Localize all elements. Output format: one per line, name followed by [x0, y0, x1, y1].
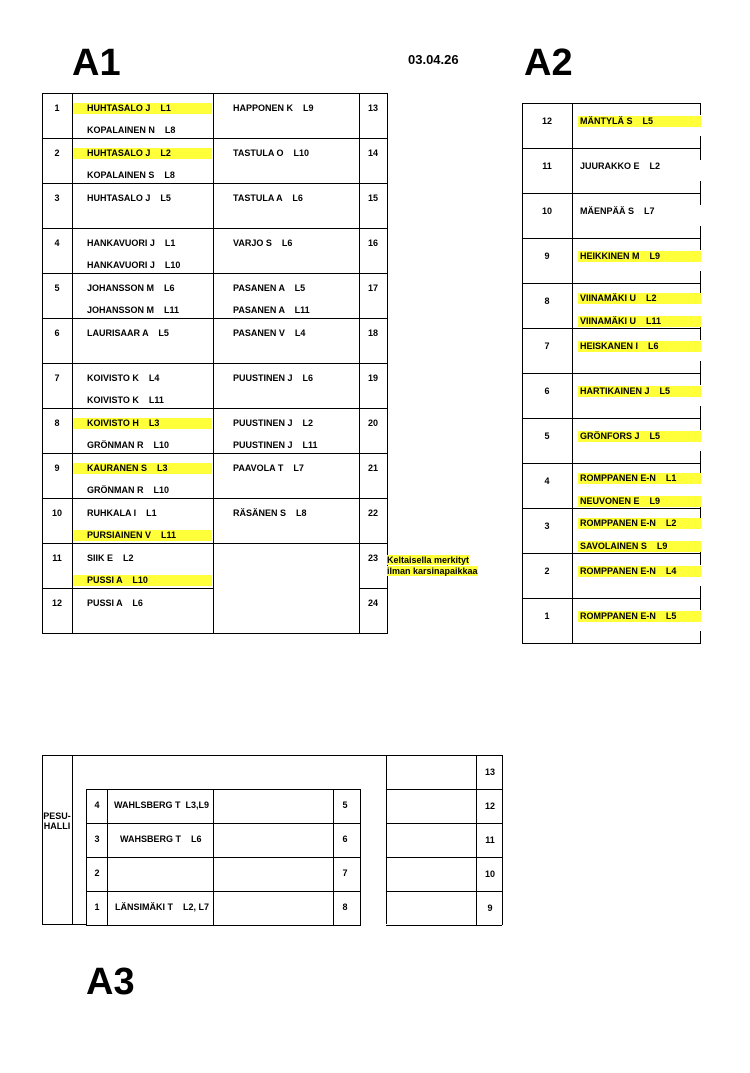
- a1-row-divider: [359, 318, 387, 319]
- a2-edge-tick: [700, 451, 701, 463]
- a1-left-entry: GRÖNMAN R L10: [87, 485, 170, 495]
- a1-row-divider: [72, 183, 359, 184]
- a3-slot-number: 6: [342, 834, 348, 844]
- a2-row-divider: [522, 508, 701, 509]
- a1-row-divider: [42, 498, 72, 499]
- a2-edge-tick: [700, 406, 701, 418]
- a2-slot-number: 12: [541, 116, 552, 126]
- a1-row-divider: [359, 273, 387, 274]
- a1-row-divider: [359, 408, 387, 409]
- a2-row-divider: [522, 193, 701, 194]
- a1-row-divider: [72, 588, 213, 589]
- a1-row-divider: [72, 138, 359, 139]
- a1-row-divider: [72, 273, 359, 274]
- a2-slot-number: 10: [541, 206, 552, 216]
- a1-row-divider: [42, 318, 72, 319]
- a1-slot-number: 20: [367, 418, 378, 428]
- a1-row-divider: [72, 498, 359, 499]
- a1-left-entry: JOHANSSON M L6: [87, 283, 175, 293]
- pesu-halli-label-1: PESU-: [43, 811, 71, 821]
- a1-left-entry: RUHKALA I L1: [87, 508, 157, 518]
- a2-edge-tick: [700, 193, 701, 205]
- a2-row-divider: [522, 598, 701, 599]
- a3-right-row-divider: [386, 857, 502, 858]
- a2-edge-tick: [700, 328, 701, 340]
- a3-right-row-divider: [386, 925, 502, 926]
- a3-row-divider: [86, 823, 360, 824]
- a1-slot-number: 12: [51, 598, 62, 608]
- a1-row-divider: [359, 498, 387, 499]
- a1-left-entry: KAURANEN S L3: [73, 463, 212, 474]
- a2-frame-bottom: [522, 643, 701, 644]
- section-title-a1: A1: [72, 42, 121, 84]
- a1-row-divider: [72, 543, 359, 544]
- a2-edge-tick: [700, 418, 701, 430]
- a2-row-divider: [522, 373, 701, 374]
- a2-slot-number: 5: [544, 431, 550, 441]
- a3-pesu-divider: [72, 755, 73, 924]
- a1-slot-number: 6: [54, 328, 60, 338]
- a1-row-divider: [359, 588, 387, 589]
- a2-edge-tick: [700, 598, 701, 610]
- date-label: 03.04.26: [408, 52, 459, 67]
- a1-slot-number: 16: [367, 238, 378, 248]
- a3-slot-number: 4: [94, 800, 100, 810]
- a1-row-divider: [42, 408, 72, 409]
- a3-slot-number: 11: [485, 835, 495, 845]
- a3-frame-top: [42, 755, 387, 756]
- a3-entry: LÄNSIMÄKI T L2, L7: [115, 902, 210, 912]
- a3-slot-number: 5: [342, 800, 348, 810]
- a2-edge-tick: [700, 631, 701, 643]
- a1-right-entry: PASANEN V L4: [233, 328, 306, 338]
- a1-slot-number: 13: [367, 103, 378, 113]
- a1-slot-number: 19: [367, 373, 378, 383]
- a2-row-divider: [522, 238, 701, 239]
- a1-left-entry: HANKAVUORI J L10: [87, 260, 181, 270]
- a1-row-divider: [359, 543, 387, 544]
- a3-right-row-divider: [386, 891, 502, 892]
- a1-row-divider: [42, 588, 72, 589]
- a2-slot-number: 8: [544, 296, 550, 306]
- a3-frame-left: [42, 755, 43, 924]
- a1-slot-number: 5: [54, 283, 60, 293]
- a1-right-entry: PUUSTINEN J L2: [233, 418, 314, 428]
- a2-edge-tick: [700, 136, 701, 148]
- a1-left-entry: KOIVISTO K L11: [87, 395, 164, 405]
- a2-edge-tick: [700, 148, 701, 160]
- a3-slot-number: 3: [94, 834, 100, 844]
- a1-slot-number: 24: [367, 598, 378, 608]
- a2-entry: NEUVONEN E L9: [578, 496, 701, 507]
- a1-row-divider: [42, 273, 72, 274]
- a1-left-entry: HUHTASALO J L1: [73, 103, 212, 114]
- a2-entry: HARTIKAINEN J L5: [578, 386, 701, 397]
- a1-row-divider: [359, 228, 387, 229]
- a3-slot-number: 2: [94, 868, 100, 878]
- legend-note-line1: Keltaisella merkityt: [387, 555, 470, 565]
- a1-right-entry: VARJO S L6: [233, 238, 293, 248]
- a1-slot-number: 8: [54, 418, 60, 428]
- a3-slot-number: 10: [484, 869, 495, 879]
- a2-row-divider: [522, 283, 701, 284]
- a1-row-divider: [42, 363, 72, 364]
- a1-left-entry: KOIVISTO H L3: [73, 418, 212, 429]
- a1-slot-number: 22: [367, 508, 378, 518]
- a1-left-entry: GRÖNMAN R L10: [87, 440, 170, 450]
- a1-slot-number: 10: [51, 508, 62, 518]
- a3-slot-number: 9: [487, 903, 493, 913]
- a1-slot-number: 14: [367, 148, 378, 158]
- a1-slot-number: 15: [367, 193, 378, 203]
- section-title-a2: A2: [524, 42, 573, 84]
- a2-entry: GRÖNFORS J L5: [578, 431, 701, 442]
- a3-slot-number: 13: [484, 767, 495, 777]
- a1-slot-number: 17: [367, 283, 378, 293]
- a3-entry: WAHSBERG T L6: [120, 834, 202, 844]
- a1-right-entry: PUUSTINEN J L6: [233, 373, 314, 383]
- a1-row-divider: [42, 183, 72, 184]
- a2-frame-top: [522, 103, 701, 104]
- a1-slot-number: 18: [367, 328, 378, 338]
- a1-left-entry: HANKAVUORI J L1: [87, 238, 176, 248]
- a2-entry: JUURAKKO E L2: [580, 161, 661, 171]
- a1-right-entry: RÄSÄNEN S L8: [233, 508, 307, 518]
- pesu-halli-label-2: HALLI: [43, 821, 71, 831]
- a3-right-row-divider: [386, 789, 502, 790]
- a1-slot-number: 21: [367, 463, 378, 473]
- a1-left-entry: KOIVISTO K L4: [87, 373, 160, 383]
- a1-right-entry: PAAVOLA T L7: [233, 463, 304, 473]
- a1-right-entry: PASANEN A L5: [233, 283, 306, 293]
- a2-row-divider: [522, 553, 701, 554]
- a1-left-entry: PUSSI A L6: [87, 598, 143, 608]
- a3-right-wall: [386, 755, 387, 924]
- a1-slot-number: 3: [54, 193, 60, 203]
- a2-entry: VIINAMÄKI U L2: [578, 293, 701, 304]
- a2-slot-number: 11: [542, 161, 552, 171]
- a1-slot-number: 23: [367, 553, 378, 563]
- a1-left-entry: JOHANSSON M L11: [87, 305, 180, 315]
- a1-right-entry: TASTULA O L10: [233, 148, 310, 158]
- a2-slot-number: 9: [544, 251, 550, 261]
- a2-edge-tick: [700, 226, 701, 238]
- a1-row-divider: [359, 363, 387, 364]
- a1-right-entry: PASANEN A L11: [233, 305, 310, 315]
- a1-row-divider: [72, 453, 359, 454]
- a2-slot-number: 2: [544, 566, 550, 576]
- a2-entry: HEISKANEN I L6: [578, 341, 701, 352]
- a2-edge-tick: [700, 181, 701, 193]
- a2-edge-tick: [700, 361, 701, 373]
- a2-entry: ROMPPANEN E-N L4: [578, 566, 701, 577]
- a1-row-divider: [42, 228, 72, 229]
- a3-slot-number: 12: [484, 801, 495, 811]
- a2-entry: ROMPPANEN E-N L2: [578, 518, 701, 529]
- a2-entry: SAVOLAINEN S L9: [578, 541, 701, 552]
- a2-entry: MÄENPÄÄ S L7: [580, 206, 655, 216]
- a2-row-divider: [522, 328, 701, 329]
- a2-row-divider: [522, 148, 701, 149]
- a2-edge-tick: [700, 586, 701, 598]
- a2-entry: ROMPPANEN E-N L1: [578, 473, 701, 484]
- a1-slot-number: 7: [54, 373, 60, 383]
- a3-slot-number: 7: [342, 868, 348, 878]
- a1-slot-number: 1: [54, 103, 60, 113]
- section-title-a3: A3: [86, 961, 135, 1003]
- a2-edge-tick: [700, 553, 701, 565]
- a1-left-entry: HUHTASALO J L2: [73, 148, 212, 159]
- a2-edge-tick: [700, 103, 701, 115]
- a3-right-top: [386, 755, 502, 756]
- legend-note-line2: ilman karsinapaikkaa: [387, 566, 478, 576]
- a1-row-divider: [72, 363, 359, 364]
- a3-row-divider: [86, 891, 360, 892]
- a3-entry: WAHLSBERG T L3,L9: [114, 800, 210, 810]
- a2-entry: VIINAMÄKI U L11: [578, 316, 701, 327]
- a1-slot-number: 11: [52, 553, 62, 563]
- a1-row-divider: [42, 543, 72, 544]
- a2-entry: MÄNTYLÄ S L5: [578, 116, 701, 127]
- a1-left-entry: HUHTASALO J L5: [87, 193, 171, 203]
- a1-slot-number: 4: [54, 238, 60, 248]
- a1-left-entry: LAURISAAR A L5: [87, 328, 169, 338]
- a1-right-entry: TASTULA A L6: [233, 193, 303, 203]
- a3-slot-number: 1: [94, 902, 100, 912]
- a3-slot-number: 8: [342, 902, 348, 912]
- a2-slot-number: 1: [544, 611, 550, 621]
- a1-slot-number: 9: [54, 463, 60, 473]
- a2-slot-number: 6: [544, 386, 550, 396]
- a3-right-row-divider: [386, 823, 502, 824]
- a2-slot-number: 7: [544, 341, 550, 351]
- a1-row-divider: [72, 228, 359, 229]
- a1-right-entry: PUUSTINEN J L11: [233, 440, 318, 450]
- a2-entry: ROMPPANEN E-N L5: [578, 611, 701, 622]
- a1-left-entry: SIIK E L2: [87, 553, 134, 563]
- a1-row-divider: [359, 453, 387, 454]
- a3-frame-bottom: [42, 924, 87, 925]
- a2-edge-tick: [700, 238, 701, 250]
- a1-slot-number: 2: [54, 148, 60, 158]
- a2-row-divider: [522, 463, 701, 464]
- a2-slot-number: 4: [544, 476, 550, 486]
- a2-entry: HEIKKINEN M L9: [578, 251, 701, 262]
- a3-row-divider: [86, 857, 360, 858]
- a1-row-divider: [72, 318, 359, 319]
- a2-row-divider: [522, 418, 701, 419]
- a1-right-entry: HAPPONEN K L9: [233, 103, 314, 113]
- a1-row-divider: [42, 138, 72, 139]
- a1-left-entry: PURSIAINEN V L11: [73, 530, 212, 541]
- a1-row-divider: [42, 453, 72, 454]
- a2-slot-number: 3: [544, 521, 550, 531]
- a1-row-divider: [359, 183, 387, 184]
- a1-row-divider: [359, 138, 387, 139]
- a1-left-entry: KOPALAINEN S L8: [87, 170, 175, 180]
- a2-edge-tick: [700, 373, 701, 385]
- a2-edge-tick: [700, 271, 701, 283]
- a1-left-entry: KOPALAINEN N L8: [87, 125, 176, 135]
- a1-row-divider: [72, 408, 359, 409]
- a1-left-entry: PUSSI A L10: [73, 575, 212, 586]
